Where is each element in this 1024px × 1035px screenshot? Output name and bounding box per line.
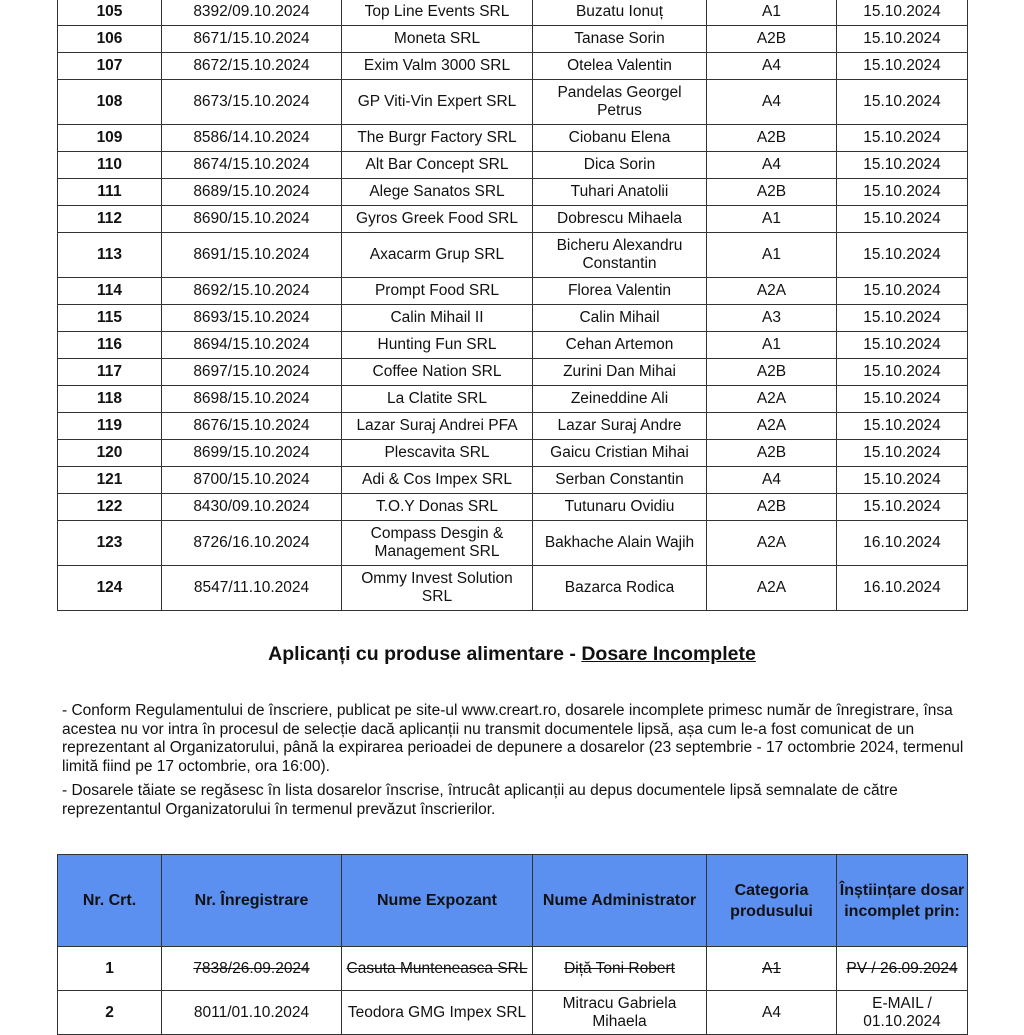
- cell-administrator: Bazarca Rodica: [533, 566, 707, 611]
- cell-exhibitor: Gyros Greek Food SRL: [342, 206, 533, 233]
- cell-exhibitor: GP Viti-Vin Expert SRL: [342, 80, 533, 125]
- cell-date: 15.10.2024: [837, 494, 968, 521]
- cell-category: A4: [707, 991, 837, 1035]
- cell-administrator: Gaicu Cristian Mihai: [533, 440, 707, 467]
- table-row: [58, 26, 968, 53]
- cell-date: 15.10.2024: [837, 440, 968, 467]
- header-registration: Nr. Înregistrare: [162, 855, 342, 947]
- cell-exhibitor: Axacarm Grup SRL: [342, 233, 533, 278]
- registered-applicants-table: [57, 0, 968, 611]
- cell-date: 15.10.2024: [837, 332, 968, 359]
- table-row: [58, 305, 968, 332]
- cell-category: A2A: [707, 566, 837, 611]
- cell-date: 15.10.2024: [837, 152, 968, 179]
- cell-category: A2A: [707, 521, 837, 566]
- cell-category: A2B: [707, 26, 837, 53]
- cell-notification: E-MAIL / 01.10.2024: [837, 991, 968, 1035]
- cell-nr: 112: [58, 206, 162, 233]
- cell-nr: 119: [58, 413, 162, 440]
- cell-exhibitor: Calin Mihail II: [342, 305, 533, 332]
- header-nr: Nr. Crt.: [58, 855, 162, 947]
- table-row: [58, 332, 968, 359]
- cell-administrator: Dobrescu Mihaela: [533, 206, 707, 233]
- section-title-underlined: Dosare Incomplete: [581, 643, 756, 665]
- cell-category: A2A: [707, 413, 837, 440]
- cell-category: A2B: [707, 125, 837, 152]
- cell-date: 15.10.2024: [837, 233, 968, 278]
- cell-nr: 113: [58, 233, 162, 278]
- cell-category: A4: [707, 80, 837, 125]
- cell-date: 15.10.2024: [837, 305, 968, 332]
- table-row-struck: [58, 947, 968, 991]
- table-row: [58, 413, 968, 440]
- cell-nr: 1: [58, 947, 162, 991]
- cell-exhibitor: The Burgr Factory SRL: [342, 125, 533, 152]
- cell-exhibitor: Ommy Invest Solution SRL: [342, 566, 533, 611]
- cell-category: A4: [707, 152, 837, 179]
- cell-date: 15.10.2024: [837, 80, 968, 125]
- cell-notification: PV / 26.09.2024: [837, 947, 968, 991]
- cell-registration: 8676/15.10.2024: [162, 413, 342, 440]
- header-exhibitor: Nume Expozant: [342, 855, 533, 947]
- cell-date: 16.10.2024: [837, 521, 968, 566]
- cell-registration: 8700/15.10.2024: [162, 467, 342, 494]
- header-category: Categoria produsului: [707, 855, 837, 947]
- table-row: [58, 386, 968, 413]
- cell-registration: 8392/09.10.2024: [162, 0, 342, 26]
- cell-nr: 109: [58, 125, 162, 152]
- cell-administrator: Dica Sorin: [533, 152, 707, 179]
- cell-administrator: Zeineddine Ali: [533, 386, 707, 413]
- cell-nr: 121: [58, 467, 162, 494]
- cell-exhibitor: Coffee Nation SRL: [342, 359, 533, 386]
- cell-category: A2B: [707, 494, 837, 521]
- table-row: [58, 152, 968, 179]
- cell-nr: 114: [58, 278, 162, 305]
- cell-administrator: Buzatu Ionuț: [533, 0, 707, 26]
- cell-exhibitor: Top Line Events SRL: [342, 0, 533, 26]
- cell-administrator: Bicheru Alexandru Constantin: [533, 233, 707, 278]
- cell-registration: 8697/15.10.2024: [162, 359, 342, 386]
- cell-date: 15.10.2024: [837, 125, 968, 152]
- cell-category: A1: [707, 947, 837, 991]
- cell-administrator: Otelea Valentin: [533, 53, 707, 80]
- cell-registration: 7838/26.09.2024: [162, 947, 342, 991]
- cell-administrator: Zurini Dan Mihai: [533, 359, 707, 386]
- table-row: [58, 80, 968, 125]
- table-row: [58, 359, 968, 386]
- cell-registration: 8673/15.10.2024: [162, 80, 342, 125]
- cell-category: A2A: [707, 278, 837, 305]
- table-row: [58, 179, 968, 206]
- table-row: [58, 991, 968, 1035]
- table-row: [58, 53, 968, 80]
- cell-registration: 8547/11.10.2024: [162, 566, 342, 611]
- cell-category: A1: [707, 233, 837, 278]
- cell-exhibitor: Teodora GMG Impex SRL: [342, 991, 533, 1035]
- cell-nr: 116: [58, 332, 162, 359]
- cell-administrator: Diță Toni Robert: [533, 947, 707, 991]
- cell-administrator: Serban Constantin: [533, 467, 707, 494]
- header-administrator: Nume Administrator: [533, 855, 707, 947]
- cell-registration: 8586/14.10.2024: [162, 125, 342, 152]
- cell-date: 15.10.2024: [837, 206, 968, 233]
- cell-category: A2B: [707, 179, 837, 206]
- cell-exhibitor: Moneta SRL: [342, 26, 533, 53]
- cell-date: 16.10.2024: [837, 566, 968, 611]
- cell-date: 15.10.2024: [837, 278, 968, 305]
- cell-category: A1: [707, 332, 837, 359]
- cell-nr: 2: [58, 991, 162, 1035]
- table-row: [58, 521, 968, 566]
- table-row: [58, 0, 968, 26]
- cell-nr: 107: [58, 53, 162, 80]
- cell-date: 15.10.2024: [837, 0, 968, 26]
- cell-exhibitor: Compass Desgin & Management SRL: [342, 521, 533, 566]
- cell-administrator: Calin Mihail: [533, 305, 707, 332]
- table-row: [58, 206, 968, 233]
- cell-date: 15.10.2024: [837, 413, 968, 440]
- cell-administrator: Cehan Artemon: [533, 332, 707, 359]
- cell-date: 15.10.2024: [837, 53, 968, 80]
- cell-nr: 106: [58, 26, 162, 53]
- cell-category: A2B: [707, 359, 837, 386]
- cell-exhibitor: Exim Valm 3000 SRL: [342, 53, 533, 80]
- cell-administrator: Tutunaru Ovidiu: [533, 494, 707, 521]
- cell-registration: 8691/15.10.2024: [162, 233, 342, 278]
- cell-date: 15.10.2024: [837, 359, 968, 386]
- cell-nr: 110: [58, 152, 162, 179]
- cell-exhibitor: Prompt Food SRL: [342, 278, 533, 305]
- cell-nr: 124: [58, 566, 162, 611]
- cell-exhibitor: Adi & Cos Impex SRL: [342, 467, 533, 494]
- cell-registration: 8011/01.10.2024: [162, 991, 342, 1035]
- cell-registration: 8672/15.10.2024: [162, 53, 342, 80]
- cell-date: 15.10.2024: [837, 467, 968, 494]
- cell-administrator: Pandelas Georgel Petrus: [533, 80, 707, 125]
- cell-category: A2B: [707, 440, 837, 467]
- cell-registration: 8693/15.10.2024: [162, 305, 342, 332]
- table-header-row: [58, 855, 968, 947]
- table-row: [58, 467, 968, 494]
- incomplete-applications-table: [57, 854, 968, 1035]
- cell-exhibitor: Hunting Fun SRL: [342, 332, 533, 359]
- cell-administrator: Bakhache Alain Wajih: [533, 521, 707, 566]
- cell-registration: 8674/15.10.2024: [162, 152, 342, 179]
- cell-exhibitor: Casuta Munteneasca SRL: [342, 947, 533, 991]
- cell-nr: 120: [58, 440, 162, 467]
- cell-date: 15.10.2024: [837, 386, 968, 413]
- cell-nr: 105: [58, 0, 162, 26]
- cell-exhibitor: Alt Bar Concept SRL: [342, 152, 533, 179]
- cell-date: 15.10.2024: [837, 26, 968, 53]
- cell-registration: 8671/15.10.2024: [162, 26, 342, 53]
- cell-nr: 123: [58, 521, 162, 566]
- cell-administrator: Lazar Suraj Andre: [533, 413, 707, 440]
- cell-registration: 8699/15.10.2024: [162, 440, 342, 467]
- cell-nr: 117: [58, 359, 162, 386]
- table-row: [58, 494, 968, 521]
- cell-category: A4: [707, 467, 837, 494]
- cell-registration: 8692/15.10.2024: [162, 278, 342, 305]
- cell-exhibitor: Alege Sanatos SRL: [342, 179, 533, 206]
- cell-administrator: Tanase Sorin: [533, 26, 707, 53]
- cell-nr: 122: [58, 494, 162, 521]
- cell-administrator: Florea Valentin: [533, 278, 707, 305]
- section-title: [0, 643, 1024, 666]
- note-paragraph-1: - Conform Regulamentului de înscriere, publicat pe site-ul www.creart.ro, dosarele incomplete primesc număr de înregistrare, însa acestea nu vor intra în procesul de selecție dacă aplicanții nu transmit documentele lipsă, așa cum le-a fost comunicat de un reprezentant al Organizatorului, până la expirarea perioadei de depunere a dosarelor (23 septembrie - 17 octombrie 2024, termenul limită fiind pe 17 octombrie, ora 16:00).: [62, 702, 964, 775]
- cell-registration: 8698/15.10.2024: [162, 386, 342, 413]
- cell-exhibitor: Lazar Suraj Andrei PFA: [342, 413, 533, 440]
- cell-nr: 111: [58, 179, 162, 206]
- cell-administrator: Mitracu Gabriela Mihaela: [533, 991, 707, 1035]
- cell-registration: 8430/09.10.2024: [162, 494, 342, 521]
- notes: [62, 702, 972, 825]
- cell-category: A1: [707, 0, 837, 26]
- cell-exhibitor: T.O.Y Donas SRL: [342, 494, 533, 521]
- cell-exhibitor: La Clatite SRL: [342, 386, 533, 413]
- cell-registration: 8726/16.10.2024: [162, 521, 342, 566]
- cell-registration: 8689/15.10.2024: [162, 179, 342, 206]
- cell-category: A3: [707, 305, 837, 332]
- cell-registration: 8690/15.10.2024: [162, 206, 342, 233]
- table-row: [58, 566, 968, 611]
- cell-administrator: Ciobanu Elena: [533, 125, 707, 152]
- table-row: [58, 233, 968, 278]
- note-paragraph-2: - Dosarele tăiate se regăsesc în lista dosarelor înscrise, întrucât aplicanții au depus documentele lipsă semnalate de către reprezentantul Organizatorului în termenul prevăzut înscrierilor.: [62, 782, 898, 818]
- cell-category: A1: [707, 206, 837, 233]
- cell-date: 15.10.2024: [837, 179, 968, 206]
- cell-category: A2A: [707, 386, 837, 413]
- cell-registration: 8694/15.10.2024: [162, 332, 342, 359]
- cell-nr: 108: [58, 80, 162, 125]
- cell-nr: 115: [58, 305, 162, 332]
- cell-administrator: Tuhari Anatolii: [533, 179, 707, 206]
- table-row: [58, 125, 968, 152]
- cell-nr: 118: [58, 386, 162, 413]
- cell-exhibitor: Plescavita SRL: [342, 440, 533, 467]
- table-row: [58, 440, 968, 467]
- table-row: [58, 278, 968, 305]
- section-title-prefix: Aplicanți cu produse alimentare -: [268, 643, 582, 665]
- cell-category: A4: [707, 53, 837, 80]
- header-notification: Înștiințare dosar incomplet prin:: [837, 855, 968, 947]
